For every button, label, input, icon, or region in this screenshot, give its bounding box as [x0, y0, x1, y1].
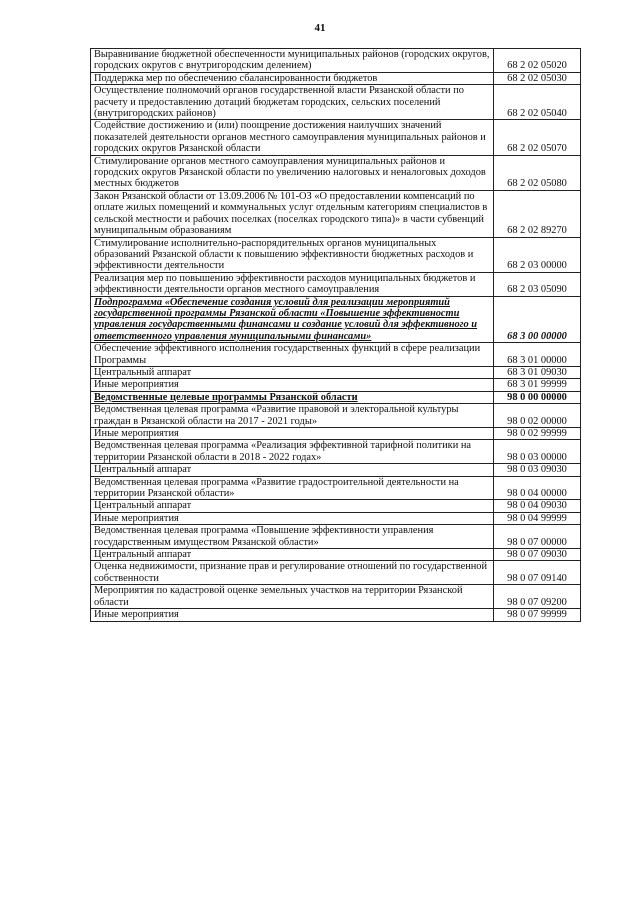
row-code: 98 0 04 99999: [494, 512, 581, 524]
row-name: Центральный аппарат: [91, 500, 494, 512]
row-name: Ведомственная целевая программа «Развитие градостроительной деятельности на территории Рязанской области»: [91, 476, 494, 500]
row-code: 98 0 07 99999: [494, 609, 581, 621]
row-code: 98 0 03 09030: [494, 464, 581, 476]
row-code: 68 3 00 00000: [494, 296, 581, 343]
row-code: 98 0 03 00000: [494, 440, 581, 464]
row-code: 98 0 07 09200: [494, 585, 581, 609]
row-name: Осуществление полномочий органов государственной власти Рязанской области по расчету и предоставлению дотаций бюджетам городских, сельских поселений (внутригородских районов): [91, 85, 494, 120]
table-row: [91, 476, 581, 500]
row-name: Ведомственная целевая программа «Повышение эффективности управления государственным имуществом Рязанской области»: [91, 525, 494, 549]
table-row: [91, 49, 581, 73]
table-row: [91, 440, 581, 464]
row-code: 68 2 02 05070: [494, 120, 581, 155]
table-row: [91, 549, 581, 561]
row-code: 98 0 07 00000: [494, 525, 581, 549]
table-row: [91, 343, 581, 367]
row-code: 68 2 02 05030: [494, 72, 581, 84]
row-name: Обеспечение эффективного исполнения государственных функций в сфере реализации Программы: [91, 343, 494, 367]
table-row: [91, 72, 581, 84]
row-name: Подпрограмма «Обеспечение создания условий для реализации мероприятий государственной программы Рязанской области «Повышение эффективности управления государственными финансами и создание условий для эффективного и ответственного управления муниципальными финансами»: [91, 296, 494, 343]
row-code: 98 0 04 09030: [494, 500, 581, 512]
row-name: Иные мероприятия: [91, 609, 494, 621]
page-number: 41: [314, 22, 326, 34]
table-row: [91, 237, 581, 272]
table-row: [91, 428, 581, 440]
row-code: 68 3 01 99999: [494, 379, 581, 391]
table-row: [91, 585, 581, 609]
table-row: [91, 500, 581, 512]
table-row: [91, 155, 581, 190]
row-name: Ведомственная целевая программа «Реализация эффективной тарифной политики на территории Рязанской области в 2018 - 2022 годах»: [91, 440, 494, 464]
row-name: Реализация мер по повышению эффективности расходов муниципальных бюджетов и эффективности деятельности органов местного самоуправления: [91, 272, 494, 296]
row-code: 68 2 02 89270: [494, 190, 581, 237]
table-row: [91, 120, 581, 155]
row-code: 68 2 03 05090: [494, 272, 581, 296]
table-row: [91, 464, 581, 476]
row-name: Иные мероприятия: [91, 379, 494, 391]
row-code: 98 0 04 00000: [494, 476, 581, 500]
row-name: Центральный аппарат: [91, 549, 494, 561]
row-name: Закон Рязанской области от 13.09.2006 № 101-ОЗ «О предоставлении компенсаций по оплате жилых помещений и коммунальных услуг отдельным категориям специалистов в сельской местности и рабочих поселках (поселках городского типа)» в части субвенций муниципальным образованиям: [91, 190, 494, 237]
row-code: 98 0 02 99999: [494, 428, 581, 440]
row-name: Стимулирование исполнительно-распорядительных органов муниципальных образований Рязанской области к повышению эффективности бюджетных расходов и эффективности деятельности: [91, 237, 494, 272]
row-code: 68 2 02 05040: [494, 85, 581, 120]
row-name: Центральный аппарат: [91, 464, 494, 476]
table-row: [91, 272, 581, 296]
row-name: Иные мероприятия: [91, 428, 494, 440]
row-name: Выравнивание бюджетной обеспеченности муниципальных районов (городских округов, городских округов с внутригородским делением): [91, 49, 494, 73]
row-name: Ведомственная целевая программа «Развитие правовой и электоральной культуры граждан в Рязанской области на 2017 - 2021 годы»: [91, 404, 494, 428]
row-code: 98 0 07 09140: [494, 561, 581, 585]
row-name: Мероприятия по кадастровой оценке земельных участков на территории Рязанской области: [91, 585, 494, 609]
row-code: 68 2 03 00000: [494, 237, 581, 272]
row-code: 68 3 01 09030: [494, 366, 581, 378]
table-row: [91, 190, 581, 237]
table-row: [91, 609, 581, 621]
table-row: [91, 404, 581, 428]
row-name: Содействие достижению и (или) поощрение достижения наилучших значений показателей деятельности органов местного самоуправления муниципальных районов и городских округов Рязанской области: [91, 120, 494, 155]
table-row: [91, 85, 581, 120]
row-code: 98 0 07 09030: [494, 549, 581, 561]
row-name: Центральный аппарат: [91, 366, 494, 378]
table-row: [91, 366, 581, 378]
row-code: 68 3 01 00000: [494, 343, 581, 367]
table-row: [91, 296, 581, 343]
row-code: 98 0 02 00000: [494, 404, 581, 428]
table-row: [91, 561, 581, 585]
row-code: 68 2 02 05020: [494, 49, 581, 73]
row-code: 68 2 02 05080: [494, 155, 581, 190]
row-name: Иные мероприятия: [91, 512, 494, 524]
table-body: [91, 49, 581, 622]
row-name: Оценка недвижимости, признание прав и регулирование отношений по государственной собственности: [91, 561, 494, 585]
budget-classification-table: [90, 48, 581, 622]
table-row: [91, 379, 581, 391]
row-code: 98 0 00 00000: [494, 391, 581, 403]
row-name: Стимулирование органов местного самоуправления муниципальных районов и городских округов Рязанской области по увеличению налоговых и неналоговых доходов местных бюджетов: [91, 155, 494, 190]
row-name: Ведомственные целевые программы Рязанской области: [91, 391, 494, 403]
row-name: Поддержка мер по обеспечению сбалансированности бюджетов: [91, 72, 494, 84]
table-row: [91, 391, 581, 403]
table-row: [91, 525, 581, 549]
table-row: [91, 512, 581, 524]
